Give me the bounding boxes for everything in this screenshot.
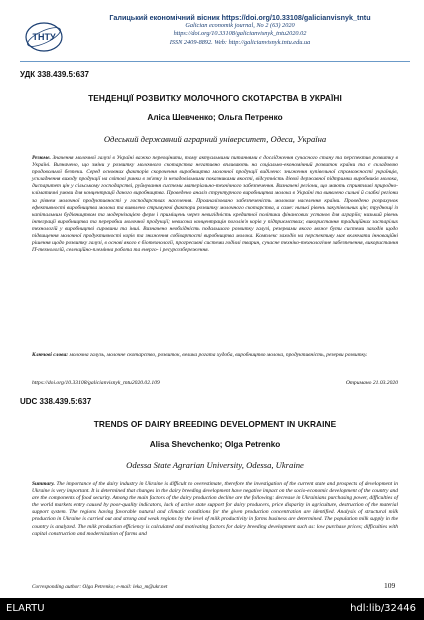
journal-info bbox=[72, 14, 408, 47]
abstract-text-uk: Значення молочної галузі в Україні важко переоцінити, тому актуальними питаннями є дослідження сучасного стану та перспектив розвитку в Україні. Визначено, що зміни у розвитку молочного скотарства негативно впливають на соціально-економічний розвиток країни та є складовою продовольчої безпеки. Серед основних факторів скорочення виробництва молочної продукції виділено: зниження купівельної спроможності українців, ускладнення виходу продукції на світові ринки в зв'язку із незадовільними показниками якості, відсутність дієвої державної підтримки виробників молока, диспаритет цін у сільському господарстві, руйнування системи матеріально-технічного забезпечення. Визначені регіони, що мають сприятливі природно-кліматичні умови для концентрації даного виробництва. Проведено аналіз структурного виробництва молока в Україні та виявлено сильні й слабкі регіони за рівнем молочної продуктивності у господарствах населення. Проаналізовано забезпеченість молоком населення країни. Проведено розрахунок ефективності виробництва молока та виявлено стримуючі фактори розвитку молочного скотарства, а саме: низькі рівень закупівельних цін; труднощі із капітальним будівництвом та модернізацією ферм і приміщень через невигідність кредитної політики фінансових установ для аграріїв; низький рівень інтеграції виробництва та переробки молочної продукції; невисока концентрація поголів'я корів у підприємствах; використання традиційних застарілих технологій у виробництві сировини та інші. Визначено необхідність подальшого розвитку галузі, резервами якого може бути системи заходів щодо підвищення молочної продуктивності корів та зниження собівартості виробництва молока. Комплекс заходів на перспективу має включати інноваційні рішення щодо розвитку галузі, в основі якого є біотехнології, прогресивні системи годівлі тварин, сучасне техніко-технологічне забезпечення, використання IT-технологій, селекційно-племінна робота та енерго- і ресурсозбереження. bbox=[32, 155, 398, 254]
doi-line-uk bbox=[32, 380, 398, 386]
tntu-logo-icon bbox=[24, 20, 64, 54]
journal-title: Галицький економічний вісник bbox=[109, 13, 220, 22]
affiliation-en: Odessa State Agrarian University, Odessa, Ukraine bbox=[126, 460, 304, 470]
authors-en: Alisa Shevchenko; Olga Petrenko bbox=[149, 440, 281, 449]
affiliation-uk: Одеський державний аграрний університет, Одеса, Україна bbox=[103, 134, 327, 144]
article-doi-link[interactable]: https://doi.org/10.33108/galicianvisnyk_tntu2020.02.109 bbox=[32, 380, 160, 386]
title-en: TRENDS OF DAIRY BREEDING DEVELOPMENT IN UKRAINE bbox=[93, 419, 337, 429]
keywords-label-uk: Ключові слова: bbox=[32, 352, 69, 358]
abstract-text-en: The importance of the dairy industry in Ukraine is difficult to overestimate, therefore the investigation of the current state and prospects of development in Ukraine is very important. It is determined that changes in the dairy breeding development have negative impact on the socio-economic development of the country and are the components of food security. Among the main factors of the dairy production decline are the following: decrease in Ukrainians purchasing power, difficulties of the world markets entry caused by poor-quality indicators, lack of active state support for dairy producers, price disparity in agriculture, destruction of the material support system. The regions having favorable natural and climatic conditions for the given production concentration are identified. Analysis of structural milk production in Ukraine is carried out and strong and weak regions by the level of milk productivity in farms business are determined. The population milk supply in the country is analyzed. The milk production efficiency is calculated and motivating factors for dairy breeding development such as: low purchase prices; difficulties with capital construction and modernization of farms and bbox=[32, 481, 399, 537]
journal-name bbox=[72, 14, 408, 22]
abstract-en bbox=[32, 481, 398, 538]
received-date: Отримано 21.03.2020 bbox=[345, 380, 398, 386]
abstract-label-uk: Резюме. bbox=[32, 155, 51, 161]
journal-doi-link[interactable]: https://doi.org/10.33108/galicianvisnyk_tntu bbox=[221, 13, 371, 22]
issue-doi-link[interactable]: https://doi.org/10.33108/galicianvisnyk_tntu2020.02 bbox=[173, 30, 307, 38]
corresponding-author: Corresponding author: Olga Petrenko; e-mail: leka_m@ukr.net bbox=[32, 584, 168, 590]
repository-name: ELARTU bbox=[6, 603, 45, 614]
page-number: 109 bbox=[384, 581, 396, 590]
udc-uk: УДК 338.439.5:637 bbox=[20, 70, 89, 79]
abstract-uk bbox=[32, 155, 398, 254]
keywords-uk bbox=[32, 352, 398, 359]
abstract-label-en: Summary. bbox=[32, 481, 55, 487]
journal-issue: Galician economik journal, No 2 (63) 2020 bbox=[185, 22, 295, 30]
keywords-text-uk: молочна галузь, молочне скотарство, розвиток, велика рогата худоба, виробництво молока, продуктивність, резерви розвитку. bbox=[69, 352, 368, 358]
journal-header bbox=[20, 14, 410, 62]
title-uk: ТЕНДЕНЦІЇ РОЗВИТКУ МОЛОЧНОГО СКОТАРСТВА В УКРАЇНІ bbox=[88, 93, 342, 103]
logo-text: ТНТУ bbox=[32, 32, 56, 42]
authors-uk: Аліса Шевченко; Ольга Петренко bbox=[147, 113, 283, 122]
repository-strip bbox=[0, 598, 424, 620]
udc-en: UDC 338.439.5:637 bbox=[20, 397, 92, 406]
issn-web: ISSN 2409-8892. Web: http://galicianvisnyk.tntu.edu.ua bbox=[169, 38, 311, 46]
handle-id: hdl:lib/32446 bbox=[350, 603, 416, 614]
